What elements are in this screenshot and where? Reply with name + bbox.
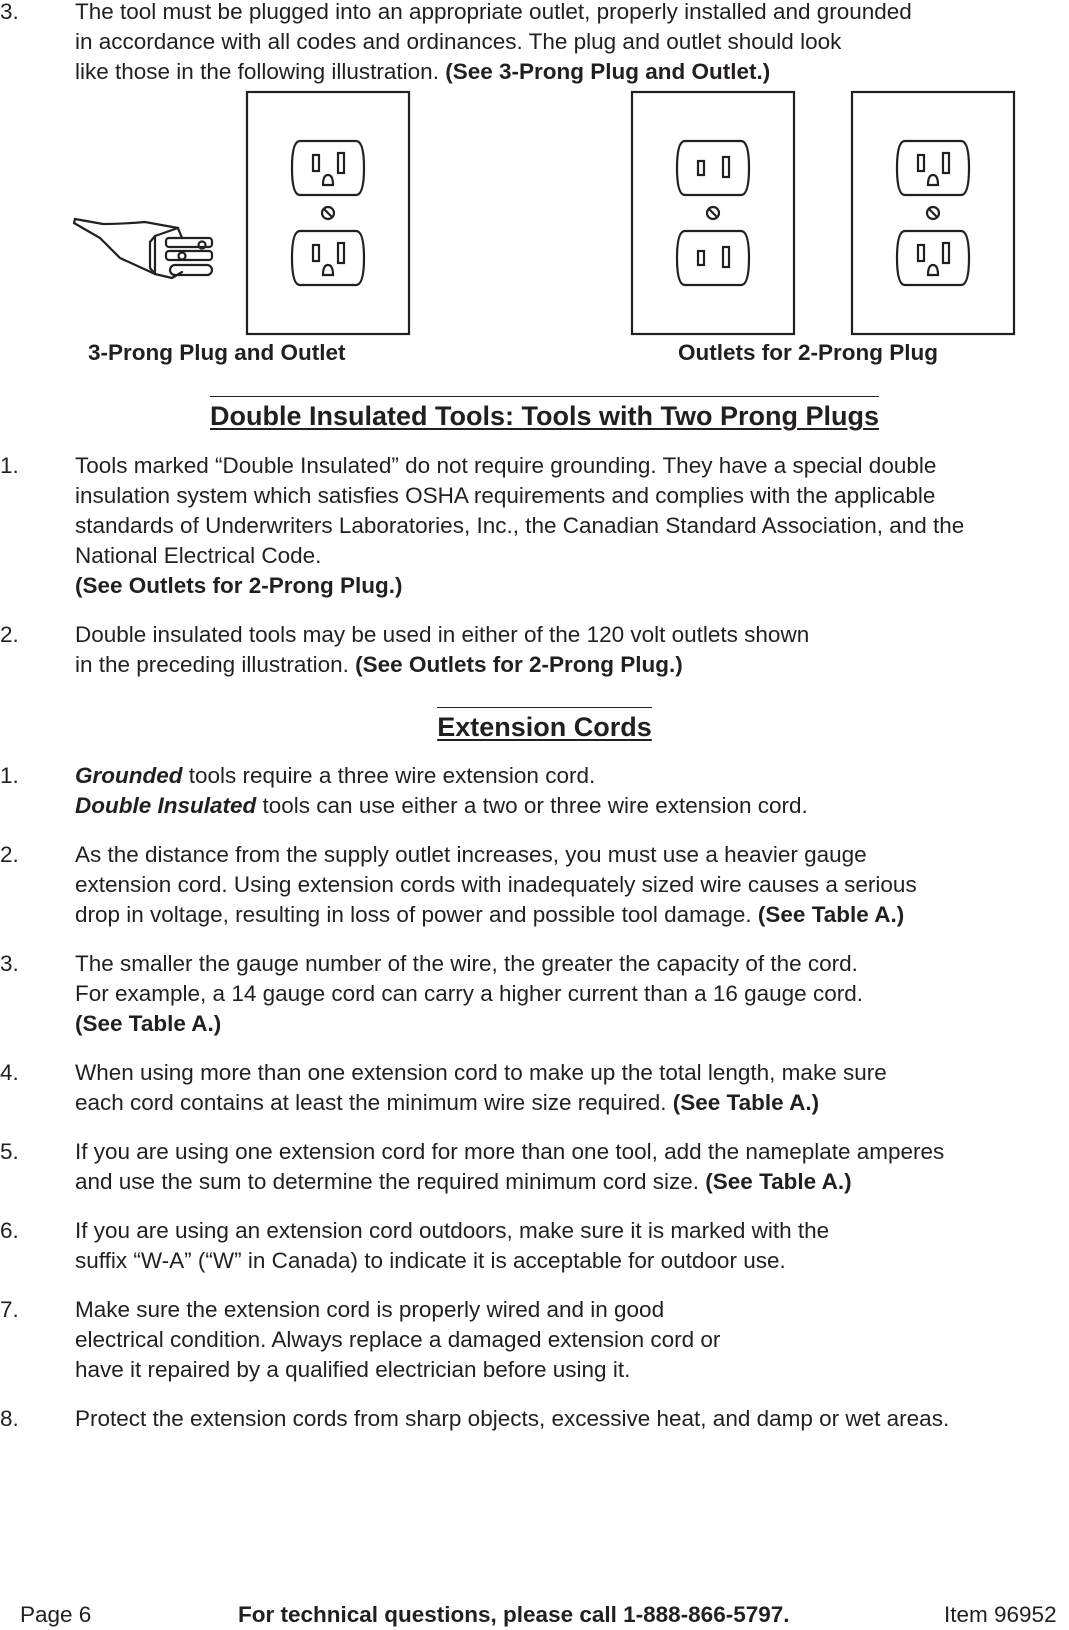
reference-text: (See Outlets for 2-Prong Plug.) (75, 573, 403, 598)
caption-two-prong: Outlets for 2-Prong Plug (678, 340, 939, 365)
list-item (0, 840, 1066, 930)
list-item (0, 451, 1066, 601)
emphasis-text: Double Insulated (75, 793, 257, 818)
text-line: like those in the following illustration. (75, 59, 446, 84)
section-heading-double-insulated (0, 396, 1069, 433)
item-number: 1. (0, 763, 19, 788)
text-line: If you are using an extension cord outdoors, make sure it is marked with the (75, 1218, 830, 1243)
reference-text: (See 3-Prong Plug and Outlet.) (445, 59, 771, 84)
text-line: The smaller the gauge number of the wire, the greater the capacity of the cord. (75, 951, 858, 976)
text-line: Tools marked “Double Insulated” do not require grounding. They have a special double (75, 453, 937, 478)
text-line: in the preceding illustration. (75, 652, 356, 677)
list-item (0, 1137, 1066, 1197)
footer-page-number: Page 6 (20, 1602, 92, 1627)
intro-item (0, 0, 1066, 87)
text-line: If you are using one extension cord for more than one tool, add the nameplate amperes (75, 1139, 945, 1164)
item-number: 2. (0, 622, 19, 647)
emphasis-text: Grounded (75, 763, 183, 788)
text-line: National Electrical Code. (75, 543, 322, 568)
grounded-outlet-icon (246, 91, 410, 335)
text-line: The tool must be plugged into an appropriate outlet, properly installed and grounded (75, 0, 912, 24)
heading-text: Double Insulated Tools: Tools with Two Prong Plugs (210, 396, 879, 433)
grounded-outlet-icon (851, 91, 1015, 335)
item-number: 3. (0, 951, 19, 976)
text-line: tools require a three wire extension cord. (182, 763, 596, 788)
item-number: 3. (0, 0, 19, 24)
footer-support-line: For technical questions, please call 1-888-866-5797. (238, 1602, 790, 1627)
two-prong-outlet-icon (631, 91, 795, 335)
list-item (0, 949, 1066, 1039)
text-line: tools can use either a two or three wire extension cord. (256, 793, 808, 818)
text-line: Make sure the extension cord is properly wired and in good (75, 1297, 665, 1322)
text-line: extension cord. Using extension cords with inadequately sized wire causes a serious (75, 872, 917, 897)
text-line: in accordance with all codes and ordinances. The plug and outlet should look (75, 29, 842, 54)
text-line: standards of Underwriters Laboratories, Inc., the Canadian Standard Association, and the (75, 513, 965, 538)
item-number: 5. (0, 1139, 19, 1164)
item-number: 1. (0, 453, 19, 478)
three-prong-plug-icon (70, 210, 220, 290)
list-item (0, 1058, 1066, 1118)
section-heading-extension-cords (0, 707, 1069, 744)
caption-three-prong: 3-Prong Plug and Outlet (88, 340, 346, 365)
reference-text: (See Table A.) (705, 1169, 852, 1194)
list-item (0, 1216, 1066, 1276)
item-number: 7. (0, 1297, 19, 1322)
reference-text: (See Table A.) (757, 902, 905, 927)
text-line: When using more than one extension cord to make up the total length, make sure (75, 1060, 887, 1085)
text-line: and use the sum to determine the required minimum cord size. (75, 1169, 706, 1194)
text-line: insulation system which satisfies OSHA requirements and complies with the applicable (75, 483, 936, 508)
heading-text: Extension Cords (437, 707, 652, 744)
footer-item-number: Item 96952 (944, 1602, 1057, 1627)
list-item (0, 620, 1066, 680)
item-number: 6. (0, 1218, 19, 1243)
list-item (0, 1404, 1066, 1434)
text-line: drop in voltage, resulting in loss of power and possible tool damage. (75, 902, 758, 927)
text-line: each cord contains at least the minimum wire size required. (75, 1090, 673, 1115)
list-item (0, 761, 1066, 821)
reference-text: (See Outlets for 2-Prong Plug.) (355, 652, 683, 677)
item-number: 4. (0, 1060, 19, 1085)
text-line: electrical condition. Always replace a damaged extension cord or (75, 1327, 721, 1352)
text-line: For example, a 14 gauge cord can carry a higher current than a 16 gauge cord. (75, 981, 863, 1006)
reference-text: (See Table A.) (75, 1011, 222, 1036)
reference-text: (See Table A.) (672, 1090, 820, 1115)
text-line: As the distance from the supply outlet increases, you must use a heavier gauge (75, 842, 867, 867)
text-line: suffix “W-A” (“W” in Canada) to indicate it is acceptable for outdoor use. (75, 1248, 786, 1273)
item-number: 8. (0, 1406, 19, 1431)
text-line: have it repaired by a qualified electrician before using it. (75, 1357, 631, 1382)
list-item (0, 1295, 1066, 1385)
item-number: 2. (0, 842, 19, 867)
text-line: Double insulated tools may be used in either of the 120 volt outlets shown (75, 622, 810, 647)
text-line: Protect the extension cords from sharp objects, excessive heat, and damp or wet areas. (75, 1406, 950, 1431)
